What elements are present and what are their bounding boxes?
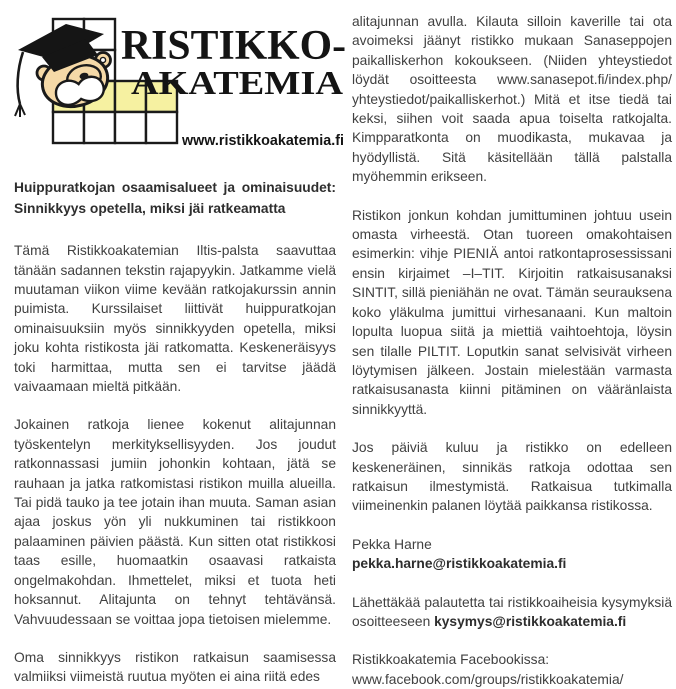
feedback-note [352,593,672,632]
author-signature [352,535,672,574]
body-paragraph: Jokainen ratkoja lienee kokenut alitajunnan työskentelyn merkityksellisyyden. Jos joudut ratkonnassasi jumiin johonkin kohtaan, jätä se rauhaan ja jatka ratkomistasi ristikon muilla alueilla. Tai pidä tauko ja tee jotain ihan muuta. Saman asian ajaa joskus yön yli nukkuminen tai ristikkoon palaaminen päivien päästä. Kun sitten otat ristikkosi taas esille, huomaatkin osaavasi ratkaista ongelmakohdan. Ihmettelet, miksi et tuota heti hoksannut. Alitajunta on tehnyt tehtävänsä. Vahvuudessaan se voittaa jopa tietoisen mielemme. [14,417,336,627]
body-paragraph: Jos päiviä kuluu ja ristikko on edelleen keskeneräinen, sinnikäs ratkoja odottaa sen ratkaisun ilmestymistä. Ratkaisua tutkimalla viimeinenkin palanen löytää paikkansa ristikossa. [352,440,672,514]
feedback-email: kysymys@ristikkoakatemia.fi [434,613,627,629]
article-heading [14,178,336,219]
author-email: pekka.harne@ristikkoakatemia.fi [352,556,567,572]
article-heading-line2: Sinnikkyys opetella, miksi jäi ratkeamatta [14,200,286,216]
facebook-url: www.facebook.com/groups/ristikkoakatemia/ [352,671,624,687]
author-name: Pekka Harne [352,536,432,552]
body-paragraph: alitajunnan avulla. Kilauta silloin kaverille tai ota avoimeksi jäänyt ristikko mukaan Sanaseppojen paikalliskerhon kokoukseen. (Niiden yhteystiedot löydät osoitteesta www.sanasepot.fi/index.php/ yhteystiedot/paikalliskerhot.) Mitä et itse tiedä tai keksi, siihen voit saada apua toiselta ratkojalta. Kimpparatkonta on muodikasta, mukavaa ja hyödyllistä. Sitä käsitellään tällä palstalla myöhemmin erikseen. [352,14,672,185]
right-column [352,12,672,689]
left-column [14,12,346,687]
logo-website-text: www.ristikkoakatemia.fi [181,132,344,149]
facebook-note [352,650,672,689]
ristikkoakatemia-logo [10,12,350,154]
body-paragraph: Ristikon jonkun kohdan jumittuminen johtuu usein omasta virheestä. Otan tuoreen omakohtaisen esimerkin: vihje PIENIÄ antoi ratkontaprosessissani ensin kirjaimet –I–TIT. Kirjoitin ratkaisusanaksi SINTIT, sillä pieniähän ne ovat. Tämän seurauksena koko yläkulma jumittui virhesanaani. Kun maltoin lopulta luopua siitä ja miettiä vaihtoehtoja, löysin sen tilalle PILTIT. Loputkin sanat selvisivät virheen löytymisen jälkeen. Jostain mielestään varmasta ratkaisusanasta kiinni pitäminen on vääränlaista sinnikkyyttä. [352,207,672,417]
logo-title-line2: AKATEMIA [131,65,344,102]
body-paragraph: Tämä Ristikkoakatemian Iltis-palsta saavuttaa tänään sadannen tekstin rajapyykin. Jatkamme vielä muutaman viikon viime kevään ratkojakurssin annin puimista. Kurssilaiset liittivät huippuratkojan ominaisuuksiin myös sinnikkyyden opetella, miksi joku kohta ristikosta jäi ratkomatta. Keskeneräisyys toki harmittaa, mutta sen ei tarvitse jäädä vaivaamaan mieltä pitkään. [14,243,336,395]
logo-title-line1: RISTIKKO- [121,23,346,69]
body-paragraph: Oma sinnikkyys ristikon ratkaisun saamisessa valmiiksi viimeistä ruutua myöten ei aina riitä edes [14,649,336,685]
article-heading-line1: Huippuratkojan osaamisalueet ja ominaisuudet: [14,180,336,195]
feedback-text: Lähettäkää palautetta tai ristikkoaiheisia kysymyksiä osoitteeseen [352,594,672,629]
facebook-label: Ristikkoakatemia Facebookissa: [352,652,550,668]
